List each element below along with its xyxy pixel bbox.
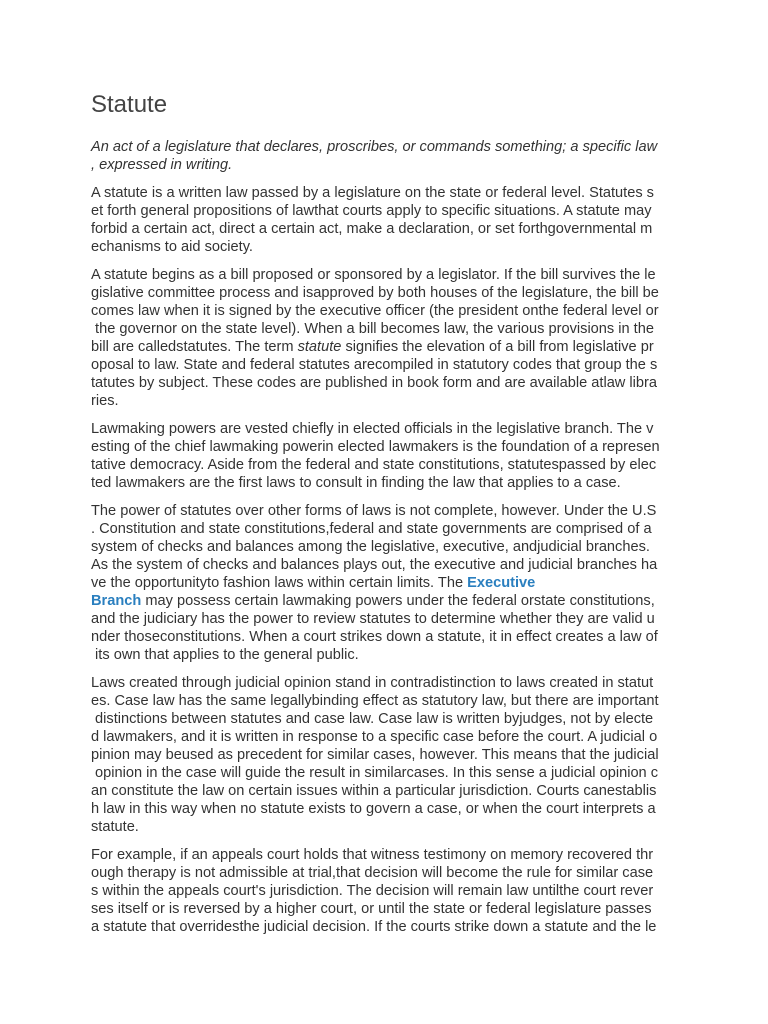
text-line: d lawmakers, and it is written in response to a specific case before the court. A judicial o [91, 729, 658, 745]
text-line: For example, if an appeals court holds that witness testimony on memory recovered thr [91, 847, 654, 863]
text-line: and the judiciary has the power to review statutes to determine whether they are valid u [91, 611, 655, 627]
text-line: A statute begins as a bill proposed or sponsored by a legislator. If the bill survives the le [91, 267, 656, 283]
text-line: ted lawmakers are the first laws to consult in finding the law that applies to a case. [91, 475, 621, 491]
text-segment: bill are calledstatutes. The term [91, 339, 298, 355]
text-line [91, 574, 691, 592]
text-segment: may possess certain lawmaking powers under the federal orstate constitutions, [141, 593, 655, 609]
text-line: et forth general propositions of lawthat courts apply to specific situations. A statute may [91, 203, 652, 219]
executive-branch-link-continued[interactable]: Branch [91, 593, 142, 609]
definition-paragraph [91, 138, 691, 174]
text-segment: signifies the elevation of a bill from legislative pr [341, 339, 654, 355]
text-line: The power of statutes over other forms of laws is not complete, however. Under the U.S [91, 503, 657, 519]
text-line: tative democracy. Aside from the federal and state constitutions, statutespassed by elec [91, 457, 657, 473]
text-line: pinion may beused as precedent for similar cases, however. This means that the judicial [91, 747, 659, 763]
paragraph [91, 502, 691, 664]
paragraph [91, 266, 691, 410]
text-line: oposal to law. State and federal statutes arecompiled in statutory codes that group the s [91, 357, 658, 373]
text-line: comes law when it is signed by the executive officer (the president onthe federal level or [91, 303, 659, 319]
paragraph [91, 846, 691, 936]
text-line: distinctions between statutes and case law. Case law is written byjudges, not by electe [91, 711, 654, 727]
text-line: statute. [91, 819, 139, 835]
text-line: a statute that overridesthe judicial decision. If the courts strike down a statute and the le [91, 919, 657, 935]
text-line [91, 592, 691, 610]
text-line: As the system of checks and balances plays out, the executive and judicial branches ha [91, 557, 658, 573]
text-line: gislative committee process and isapproved by both houses of the legislature, the bill be [91, 285, 659, 301]
paragraph [91, 420, 691, 492]
text-line: esting of the chief lawmaking powerin elected lawmakers is the foundation of a represen [91, 439, 660, 455]
text-line: , expressed in writing. [91, 157, 233, 173]
text-line: ough therapy is not admissible at trial,that decision will become the rule for similar case [91, 865, 654, 881]
text-line: A statute is a written law passed by a legislature on the state or federal level. Statutes s [91, 185, 654, 201]
text-line: h law in this way when no statute exists to govern a case, or when the court interprets a [91, 801, 656, 817]
text-line: forbid a certain act, direct a certain act, make a declaration, or set forthgovernmental m [91, 221, 653, 237]
text-line: nder thoseconstitutions. When a court strikes down a statute, it in effect creates a law of [91, 629, 658, 645]
italic-term: statute [297, 339, 342, 355]
text-segment: ve the opportunityto fashion laws within certain limits. The [91, 575, 468, 591]
text-line: the governor on the state level). When a bill becomes law, the various provisions in the [91, 321, 654, 337]
text-line: an constitute the law on certain issues within a particular jurisdiction. Courts canestablis [91, 783, 657, 799]
text-line [91, 338, 691, 356]
paragraph [91, 674, 691, 836]
text-line: Laws created through judicial opinion stand in contradistinction to laws created in statut [91, 675, 654, 691]
text-line: . Constitution and state constitutions,federal and state governments are comprised of a [91, 521, 652, 537]
text-line: ses itself or is reversed by a higher court, or until the state or federal legislature passes [91, 901, 652, 917]
executive-branch-link[interactable]: Executive [467, 575, 536, 591]
text-line: Lawmaking powers are vested chiefly in elected officials in the legislative branch. The v [91, 421, 654, 437]
text-line: An act of a legislature that declares, proscribes, or commands something; a specific law [91, 139, 658, 155]
page-title: Statute [91, 91, 168, 118]
text-line: system of checks and balances among the legislative, executive, andjudicial branches. [91, 539, 650, 555]
text-line: s within the appeals court's jurisdiction. The decision will remain law untilthe court rever [91, 883, 654, 899]
text-line: ries. [91, 393, 119, 409]
text-line: opinion in the case will guide the result in similarcases. In this sense a judicial opinion c [91, 765, 659, 781]
text-line: tatutes by subject. These codes are published in book form and are available atlaw libra [91, 375, 657, 391]
text-line: es. Case law has the same legallybinding effect as statutory law, but there are important [91, 693, 659, 709]
text-line: echanisms to aid society. [91, 239, 253, 255]
paragraph [91, 184, 691, 256]
text-line: its own that applies to the general public. [91, 647, 359, 663]
document-body [91, 138, 691, 936]
